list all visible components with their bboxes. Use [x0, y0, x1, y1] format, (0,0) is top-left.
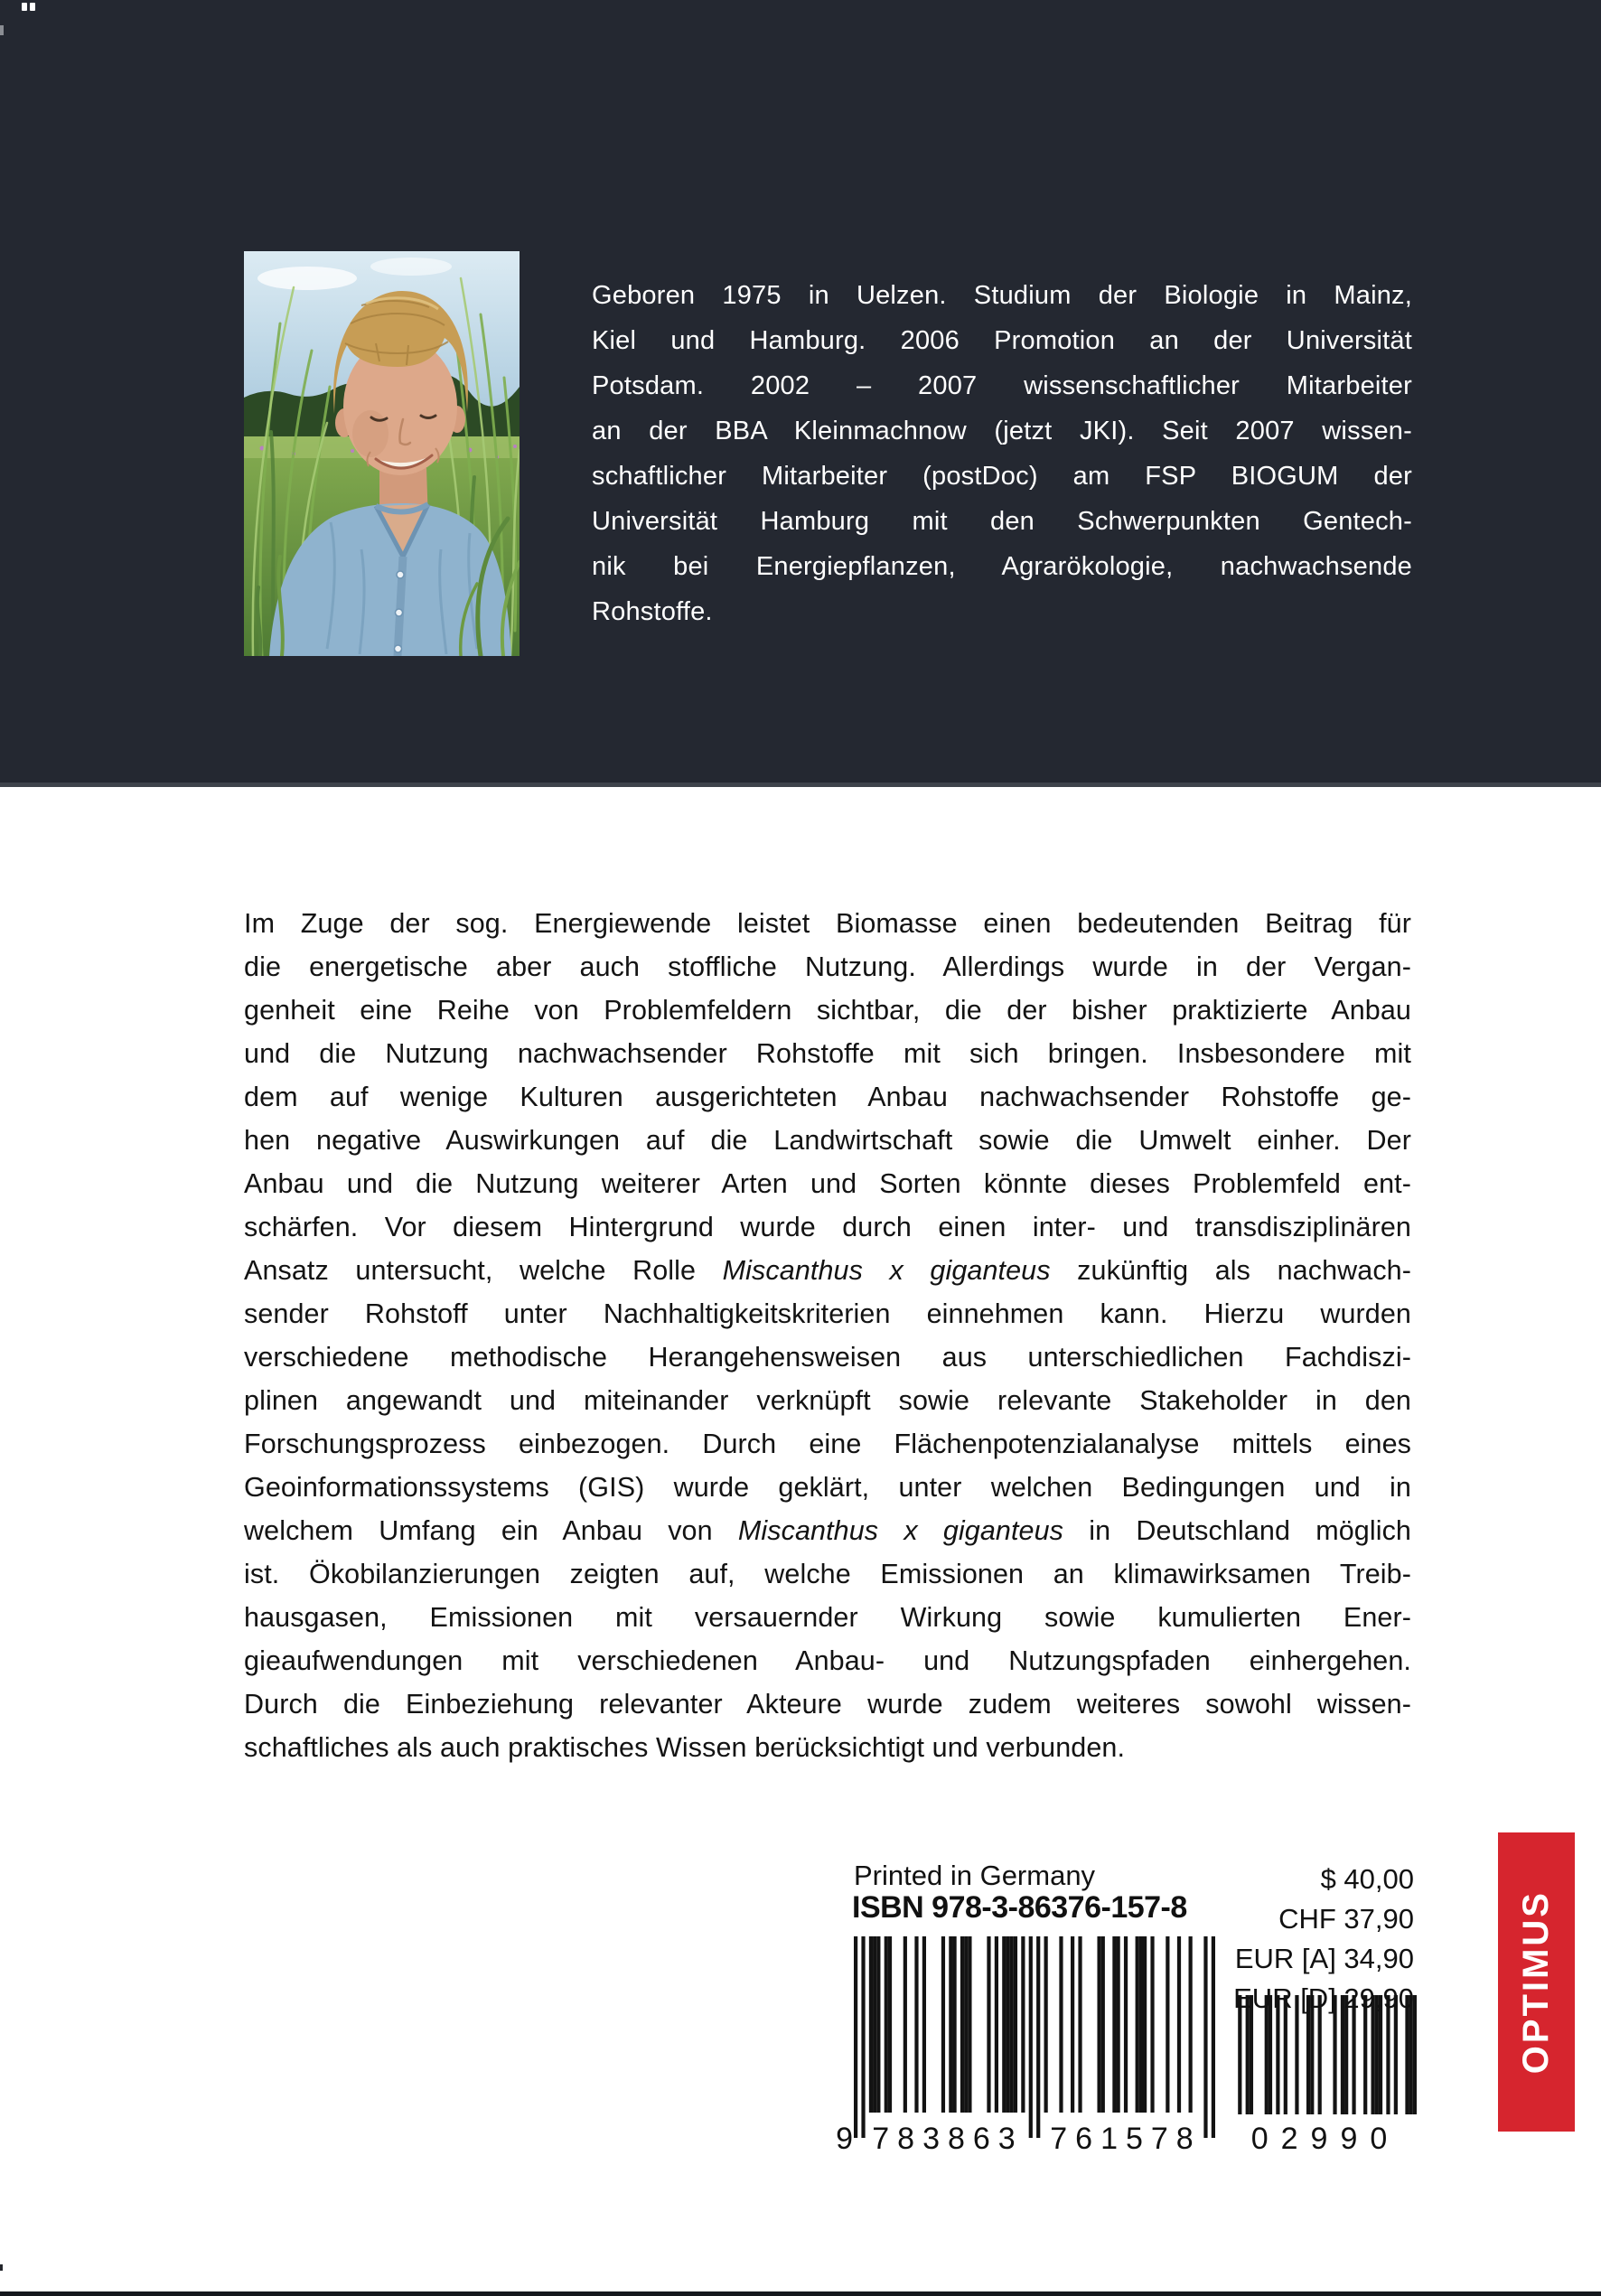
ean-barcode-digits — [829, 2122, 1218, 2156]
price-line: $ 40,00 — [1320, 1863, 1414, 1895]
synopsis-line: hausgasen, Emissionen mit versauernder Wirkung sowie kumulierten Ener- — [244, 1602, 1411, 1633]
print-artifact-mark — [0, 2264, 3, 2271]
ean-barcode — [854, 1936, 1215, 2138]
synopsis-line: schaftliches als auch praktisches Wissen berücksichtigt und verbunden. — [244, 1732, 1126, 1763]
section-divider — [0, 783, 1601, 787]
ean-digit-group: 761578 — [1050, 2122, 1202, 2156]
author-bio — [592, 273, 1412, 634]
price-list — [1233, 1860, 1414, 2019]
author-photo — [244, 251, 520, 656]
synopsis-line: und die Nutzung nachwachsender Rohstoffe mit sich bringen. Insbesondere mit — [244, 1038, 1411, 1069]
book-synopsis — [244, 902, 1411, 1769]
synopsis-line: genheit eine Reihe von Problemfeldern sichtbar, die der bisher praktizierte Anbau — [244, 995, 1411, 1026]
synopsis-line: welchem Umfang ein Anbau von Miscanthus x giganteus in Deutschland möglich — [244, 1515, 1411, 1546]
bio-line: Universität Hamburg mit den Schwerpunkten Gentech- — [592, 507, 1412, 536]
synopsis-line: gieaufwendungen mit verschiedenen Anbau- und Nutzungspfaden einhergehen. — [244, 1645, 1411, 1676]
print-artifact-mark — [0, 25, 4, 35]
price-line: EUR [A] 34,90 — [1234, 1943, 1414, 1974]
bio-line: Rohstoffe. — [592, 597, 713, 626]
print-artifact-mark — [22, 3, 27, 11]
bio-line: Geboren 1975 in Uelzen. Studium der Biologie in Mainz, — [592, 281, 1412, 310]
addon-barcode-digits: 02990 — [1250, 2122, 1400, 2156]
ean-digit-group: 9 — [836, 2122, 853, 2156]
synopsis-line: Anbau und die Nutzung weiterer Arten und Sorten könnte dieses Problemfeld ent- — [244, 1168, 1411, 1199]
synopsis-line: ist. Ökobilanzierungen zeigten auf, welche Emissionen an klimawirksamen Treib- — [244, 1559, 1411, 1589]
bottom-edge-line — [0, 2291, 1601, 2296]
isbn-label: ISBN 978-3-86376-157-8 — [852, 1890, 1187, 1925]
synopsis-line: Im Zuge der sog. Energiewende leistet Biomasse einen bedeutenden Beitrag für — [244, 908, 1411, 939]
price-line: EUR [D] 29,90 — [1233, 1982, 1414, 2014]
ean-barcode-svg — [854, 1936, 1215, 2138]
price-line: CHF 37,90 — [1278, 1903, 1414, 1935]
synopsis-line: verschiedene methodische Herangehensweisen aus unterschiedlichen Fachdiszi- — [244, 1342, 1411, 1373]
synopsis-line: plinen angewandt und miteinander verknüpft sowie relevante Stakeholder in den — [244, 1385, 1411, 1416]
publisher-logo — [1498, 1832, 1575, 2132]
bio-line: nik bei Energiepflanzen, Agrarökologie, nachwachsende — [592, 552, 1412, 581]
synopsis-line: sender Rohstoff unter Nachhaltigkeitskriterien einnehmen kann. Hierzu wurden — [244, 1298, 1411, 1329]
author-photo-illustration — [244, 251, 520, 656]
bio-line: Potsdam. 2002 – 2007 wissenschaftlicher Mitarbeiter — [592, 371, 1412, 400]
printed-in-label: Printed in Germany — [854, 1860, 1096, 1891]
synopsis-line: hen negative Auswirkungen auf die Landwirtschaft sowie die Umwelt einher. Der — [244, 1125, 1411, 1156]
synopsis-line: Durch die Einbeziehung relevanter Akteure wurde zudem weiteres sowohl wissen- — [244, 1689, 1411, 1720]
bio-line: Kiel und Hamburg. 2006 Promotion an der Universität — [592, 326, 1412, 355]
publisher-name: OPTIMUS — [1516, 1889, 1556, 2075]
bio-line: an der BBA Kleinmachnow (jetzt JKI). Seit 2007 wissen- — [592, 417, 1412, 445]
synopsis-line: schärfen. Vor diesem Hintergrund wurde durch einen inter- und transdisziplinären — [244, 1212, 1411, 1242]
synopsis-line: Forschungsprozess einbezogen. Durch eine Flächenpotenzialanalyse mittels eines — [244, 1429, 1411, 1459]
synopsis-line: Geoinformationssystems (GIS) wurde geklärt, unter welchen Bedingungen und in — [244, 1472, 1411, 1503]
ean-digit-group: 783863 — [872, 2122, 1024, 2156]
synopsis-line: dem auf wenige Kulturen ausgerichteten Anbau nachwachsender Rohstoffe ge- — [244, 1082, 1411, 1112]
synopsis-line: Ansatz untersucht, welche Rolle Miscanthus x giganteus zukünftig als nachwach- — [244, 1255, 1411, 1286]
print-artifact-mark — [30, 3, 35, 11]
synopsis-line: die energetische aber auch stoffliche Nutzung. Allerdings wurde in der Vergan- — [244, 951, 1411, 982]
bio-line: schaftlicher Mitarbeiter (postDoc) am FSP BIOGUM der — [592, 462, 1412, 491]
